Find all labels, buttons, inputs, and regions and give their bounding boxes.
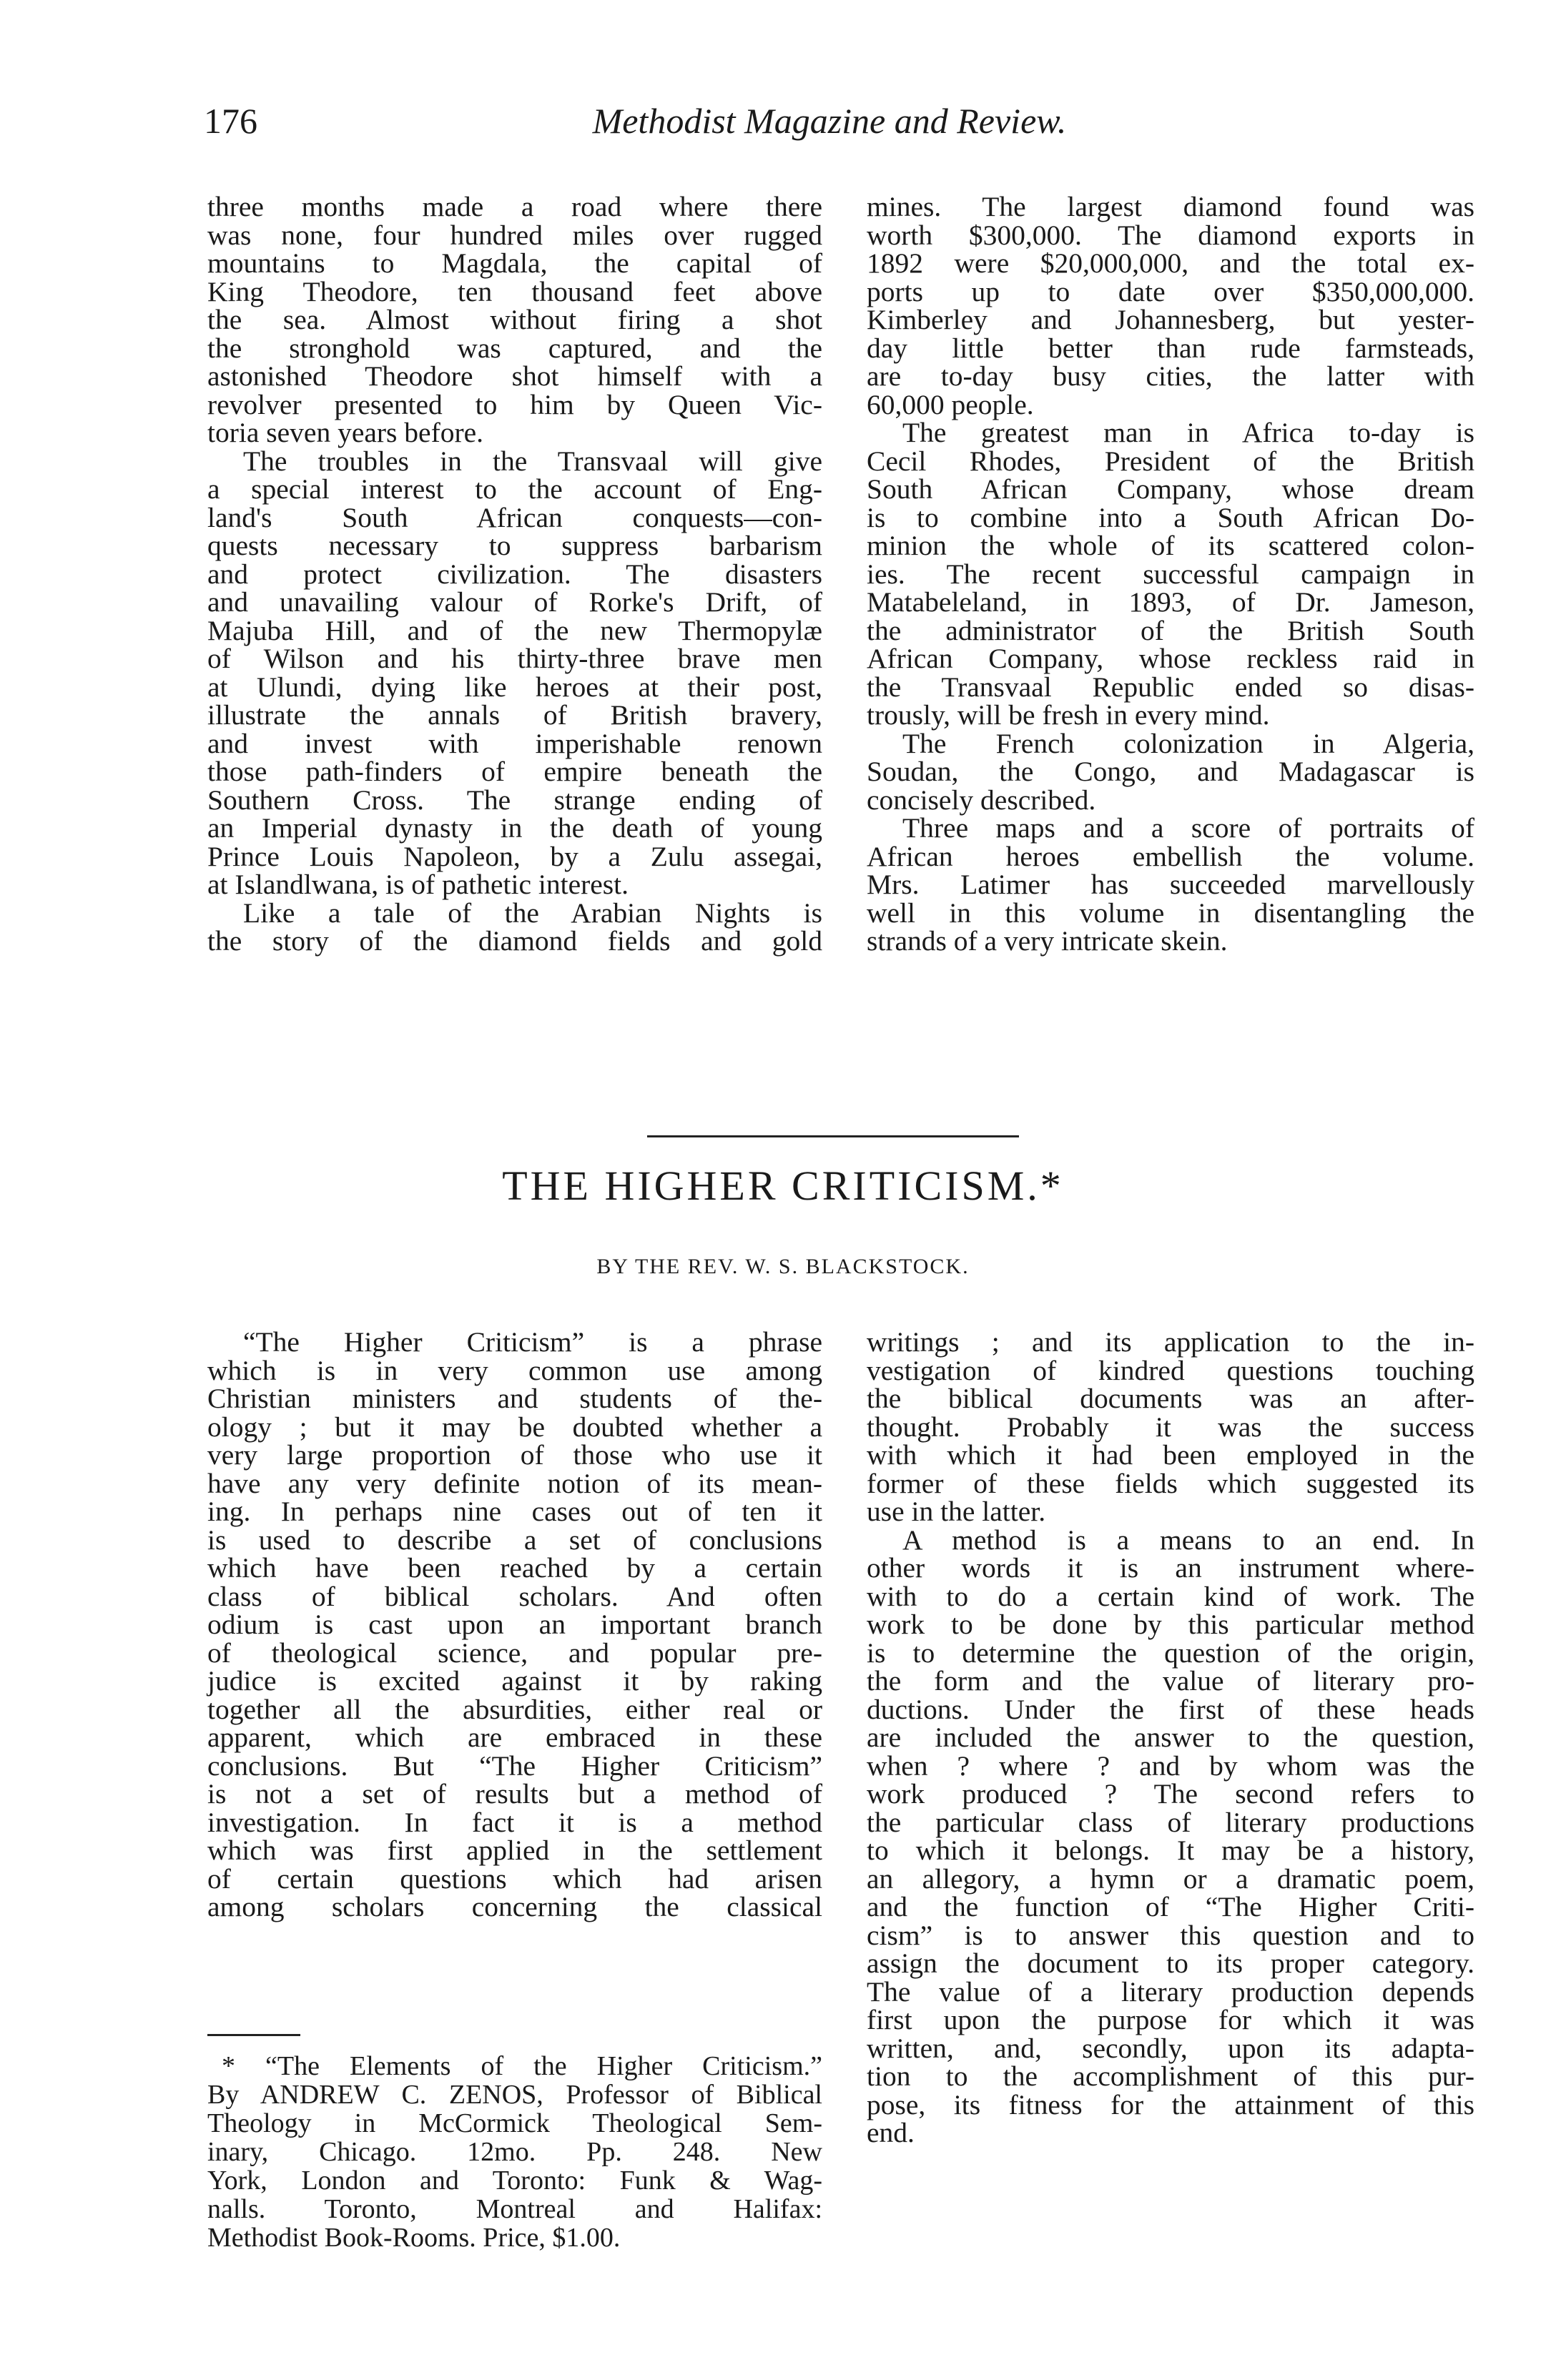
- text-line: well in this volume in disentangling the: [867, 897, 1474, 929]
- text-line: are included the answer to the question,: [867, 1722, 1474, 1753]
- text-line: with to do a certain kind of work. The: [867, 1580, 1474, 1612]
- text-line: among scholars concerning the classical: [207, 1891, 822, 1922]
- text-line: writings ; and its application to the in-: [867, 1326, 1474, 1358]
- text-line: revolver presented to him by Queen Vic-: [207, 388, 822, 420]
- text-line: trously, will be fresh in every mind.: [867, 699, 1270, 731]
- text-line: to which it belongs. It may be a history,: [867, 1835, 1474, 1866]
- text-line: 1892 were $20,000,000, and the total ex-: [867, 247, 1474, 279]
- text-line: first upon the purpose for which it was: [867, 2004, 1474, 2035]
- text-line: very large proportion of those who use it: [207, 1439, 822, 1471]
- text-line: the Transvaal Republic ended so disas-: [867, 671, 1474, 703]
- text-line: the form and the value of literary pro-: [867, 1665, 1474, 1697]
- article-column-right: [867, 1328, 1474, 2148]
- text-line: investigation. In fact it is a method: [207, 1806, 822, 1838]
- text-line: of theological science, and popular pre-: [207, 1636, 822, 1669]
- text-line: African Company, whose reckless raid in: [867, 643, 1474, 674]
- text-line: at Ulundi, dying like heroes at their post,: [207, 671, 822, 703]
- page-number: 176: [204, 101, 257, 141]
- text-line: The troubles in the Transvaal will give: [243, 445, 822, 477]
- footnote-line: By ANDREW C. ZENOS, Professor of Biblical: [207, 2080, 822, 2110]
- text-line: those path-finders of empire beneath the: [207, 756, 822, 787]
- running-title: Methodist Magazine and Review.: [592, 101, 1067, 141]
- text-line: when ? where ? and by whom was the: [867, 1749, 1474, 1782]
- text-line: South African Company, whose dream: [867, 473, 1474, 505]
- text-line: 60,000 people.: [867, 388, 1034, 420]
- text-line: minion the whole of its scattered colon-: [867, 530, 1474, 561]
- text-line: end.: [867, 2117, 915, 2148]
- text-line: the biblical documents was an after-: [867, 1383, 1474, 1414]
- text-line: a special interest to the account of Eng-: [207, 473, 822, 505]
- footnote-line: Theology in McCormick Theological Sem-: [207, 2108, 822, 2138]
- footnote-line: York, London and Toronto: Funk & Wag-: [207, 2166, 822, 2196]
- text-line: together all the absurdities, either real or: [207, 1693, 822, 1725]
- text-line: African heroes embellish the volume.: [867, 840, 1474, 872]
- text-line: which have been reached by a certain: [207, 1552, 822, 1584]
- text-line: pose, its fitness for the attainment of this: [867, 2088, 1474, 2120]
- text-line: A method is a means to an end. In: [902, 1524, 1474, 1556]
- text-line: mines. The largest diamond found was: [867, 191, 1474, 222]
- text-line: and protect civilization. The disasters: [207, 558, 822, 590]
- text-line: Cecil Rhodes, President of the British: [867, 445, 1474, 477]
- footnote-line: Methodist Book-Rooms. Price, $1.00.: [207, 2223, 621, 2253]
- text-line: is used to describe a set of conclusions: [207, 1524, 822, 1556]
- text-line: is not a set of results but a method of: [207, 1778, 822, 1809]
- text-line: of Wilson and his thirty-three brave men: [207, 643, 822, 674]
- text-line: toria seven years before.: [207, 417, 484, 448]
- text-line: concisely described.: [867, 784, 1096, 816]
- text-line: which is in very common use among: [207, 1354, 822, 1386]
- text-line: and the function of “The Higher Criti-: [867, 1891, 1474, 1922]
- text-line: are to-day busy cities, the latter with: [867, 360, 1474, 392]
- text-line: other words it is an instrument where-: [867, 1552, 1474, 1584]
- text-line: Southern Cross. The strange ending of: [207, 784, 822, 816]
- text-line: strands of a very intricate skein.: [867, 925, 1228, 957]
- footnote-divider: [207, 2034, 300, 2036]
- text-line: day little better than rude farmsteads,: [867, 332, 1474, 364]
- footnote-line: * “The Elements of the Higher Criticism.”: [222, 2051, 822, 2081]
- text-line: apparent, which are embraced in these: [207, 1722, 822, 1753]
- text-line: Like a tale of the Arabian Nights is: [243, 897, 822, 929]
- text-line: Prince Louis Napoleon, by a Zulu assegai,: [207, 840, 822, 872]
- text-line: at Islandlwana, is of pathetic interest.: [207, 869, 629, 900]
- page-header: [204, 100, 1455, 157]
- text-line: odium is cast upon an important branch: [207, 1609, 822, 1640]
- text-line: and invest with imperishable renown: [207, 727, 822, 759]
- text-line: Soudan, the Congo, and Madagascar is: [867, 756, 1474, 787]
- text-line: The value of a literary production depends: [867, 1975, 1474, 2008]
- text-line: judice is excited against it by raking: [207, 1665, 822, 1697]
- text-line: three months made a road where there: [207, 191, 822, 222]
- text-line: astonished Theodore shot himself with a: [207, 360, 822, 392]
- text-line: an Imperial dynasty in the death of young: [207, 812, 822, 844]
- text-line: is to determine the question of the origin,: [867, 1636, 1474, 1669]
- text-line: quests necessary to suppress barbarism: [207, 530, 822, 561]
- text-line: ports up to date over $350,000,000.: [867, 275, 1474, 307]
- text-line: the particular class of literary productions: [867, 1806, 1474, 1838]
- text-line: vestigation of kindred questions touching: [867, 1354, 1474, 1386]
- text-line: written, and, secondly, upon its adapta-: [867, 2032, 1474, 2064]
- text-line: worth $300,000. The diamond exports in: [867, 219, 1474, 251]
- text-line: the story of the diamond fields and gold: [207, 925, 822, 957]
- text-line: which was first applied in the settlement: [207, 1835, 822, 1866]
- text-line: ing. In perhaps nine cases out of ten it: [207, 1496, 822, 1527]
- text-line: land's South African conquests—con-: [207, 501, 822, 533]
- text-line: Kimberley and Johannesberg, but yester-: [867, 304, 1474, 335]
- text-line: of certain questions which had arisen: [207, 1862, 822, 1895]
- text-line: have any very definite notion of its mean-: [207, 1467, 822, 1499]
- text-line: is to combine into a South African Do-: [867, 501, 1474, 533]
- review-column-right: [867, 193, 1474, 956]
- text-line: work to be done by this particular method: [867, 1609, 1474, 1640]
- text-line: the sea. Almost without firing a shot: [207, 304, 822, 335]
- text-line: ology ; but it may be doubted whether a: [207, 1411, 822, 1443]
- text-line: an allegory, a hymn or a dramatic poem,: [867, 1862, 1474, 1895]
- footnote: [207, 2052, 822, 2252]
- text-line: use in the latter.: [867, 1496, 1046, 1527]
- footnote-line: inary, Chicago. 12mo. Pp. 248. New: [207, 2137, 822, 2167]
- text-line: was none, four hundred miles over rugged: [207, 219, 822, 251]
- text-line: thought. Probably it was the success: [867, 1411, 1474, 1443]
- text-line: with which it had been employed in the: [867, 1439, 1474, 1471]
- text-line: Mrs. Latimer has succeeded marvellously: [867, 869, 1474, 900]
- text-line: the stronghold was captured, and the: [207, 332, 822, 364]
- text-line: The French colonization in Algeria,: [902, 727, 1474, 759]
- footnote-line: nalls. Toronto, Montreal and Halifax:: [207, 2194, 822, 2224]
- text-line: assign the document to its proper category.: [867, 1947, 1474, 1979]
- text-line: illustrate the annals of British bravery,: [207, 699, 822, 731]
- text-line: mountains to Magdala, the capital of: [207, 247, 822, 279]
- text-line: conclusions. But “The Higher Criticism”: [207, 1749, 822, 1782]
- text-line: class of biblical scholars. And often: [207, 1580, 822, 1612]
- review-column-left: [207, 193, 822, 956]
- text-line: and unavailing valour of Rorke's Drift, of: [207, 586, 822, 618]
- text-line: Majuba Hill, and of the new Thermopylæ: [207, 614, 822, 646]
- text-line: Christian ministers and students of the-: [207, 1383, 822, 1414]
- text-line: ies. The recent successful campaign in: [867, 558, 1474, 590]
- text-line: The greatest man in Africa to-day is: [902, 417, 1474, 448]
- text-line: ductions. Under the first of these heads: [867, 1693, 1474, 1725]
- article-title: THE HIGHER CRITICISM.*: [502, 1162, 1064, 1209]
- text-line: work produced ? The second refers to: [867, 1778, 1474, 1809]
- text-line: former of these fields which suggested its: [867, 1467, 1474, 1499]
- text-line: cism” is to answer this question and to: [867, 1919, 1474, 1951]
- article-byline: BY THE REV. W. S. BLACKSTOCK.: [596, 1255, 970, 1278]
- section-divider: [647, 1135, 1019, 1137]
- text-line: “The Higher Criticism” is a phrase: [243, 1326, 822, 1358]
- text-line: Matabeleland, in 1893, of Dr. Jameson,: [867, 586, 1474, 618]
- text-line: tion to the accomplishment of this pur-: [867, 2060, 1474, 2092]
- article-column-left: [207, 1328, 822, 1922]
- text-line: King Theodore, ten thousand feet above: [207, 275, 822, 307]
- text-line: Three maps and a score of portraits of: [902, 812, 1474, 844]
- text-line: the administrator of the British South: [867, 614, 1474, 646]
